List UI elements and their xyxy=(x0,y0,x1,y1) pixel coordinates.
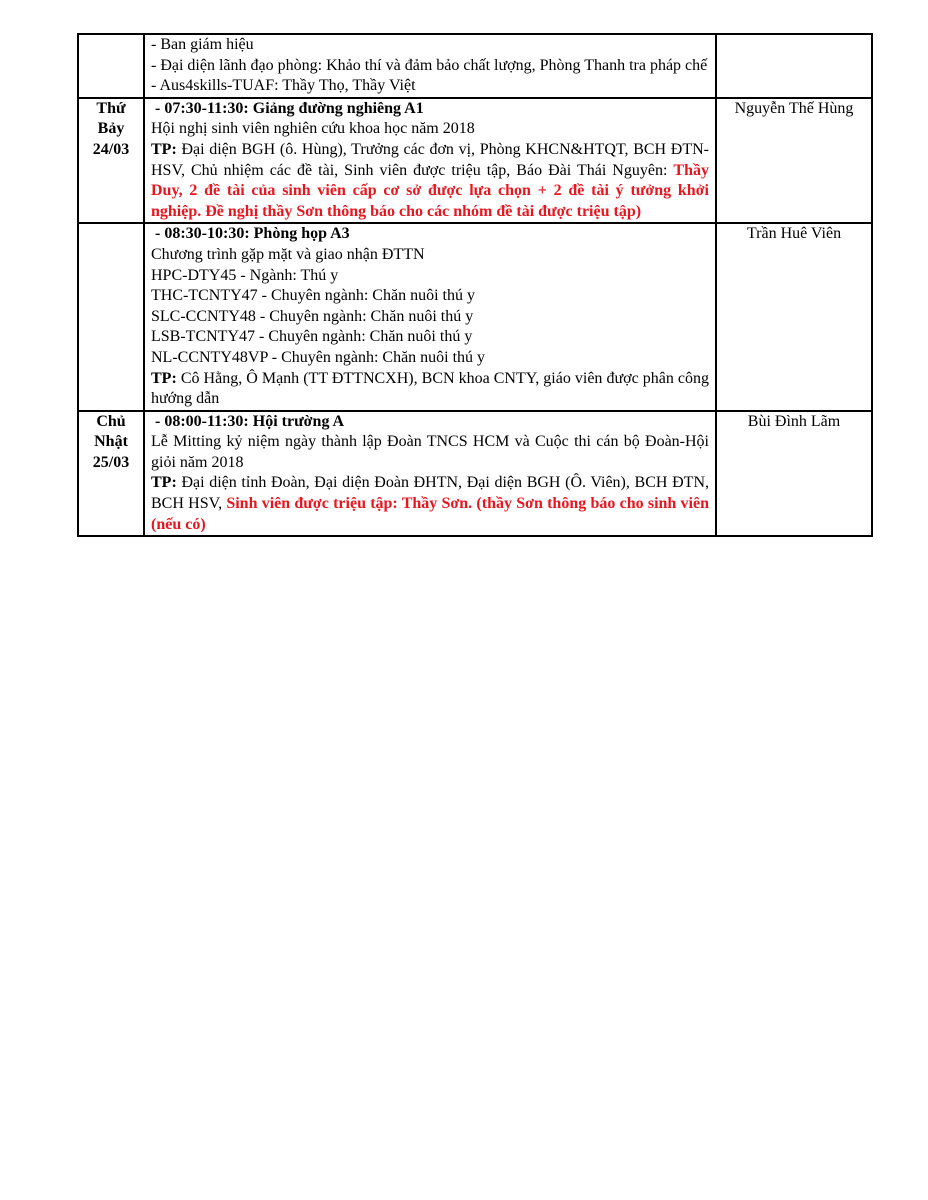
content-cell xyxy=(144,411,716,537)
participants-text: Đại diện tỉnh Đoàn, Đại diện Đoàn ĐHTN, Đại diện BGH (Ô. Viên), BCH ĐTN, BCH HSV, xyxy=(151,474,709,513)
day-cell xyxy=(78,98,144,224)
person-cell: Trần Huê Viên xyxy=(716,223,872,410)
person-cell: Nguyễn Thế Hùng xyxy=(716,98,872,224)
person-cell xyxy=(716,34,872,98)
event-line: HPC-DTY45 - Ngành: Thú y xyxy=(151,266,339,284)
content-cell xyxy=(144,34,716,98)
event-line: THC-TCNTY47 - Chuyên ngành: Chăn nuôi thú y xyxy=(151,287,475,305)
event-heading: - 08:00-11:30: Hội trường A xyxy=(155,412,345,430)
day-name: Nhật xyxy=(94,433,128,451)
day-name: Chủ xyxy=(96,412,126,430)
participants-note: Thầy Duy, 2 đề tài của sinh viên cấp cơ sở được lựa chọn + 2 đề tài ý tưởng khởi nghiệp. Đề nghị thầy Sơn thông báo cho các nhóm đề tài được triệu tập) xyxy=(151,161,709,220)
event-line: Chương trình gặp mặt và giao nhận ĐTTN xyxy=(151,245,425,263)
content-cell xyxy=(144,98,716,224)
day-cell xyxy=(78,34,144,98)
tp-label: TP: xyxy=(151,369,177,387)
participants xyxy=(151,473,709,535)
table-row xyxy=(78,98,872,224)
day-cell xyxy=(78,223,144,410)
table-row xyxy=(78,34,872,98)
event-line: SLC-CCNTY48 - Chuyên ngành: Chăn nuôi thú y xyxy=(151,307,474,325)
participants xyxy=(151,140,709,222)
participants xyxy=(151,369,709,410)
schedule-table xyxy=(77,33,873,537)
table-row xyxy=(78,223,872,410)
event-description: Hội nghị sinh viên nghiên cứu khoa học năm 2018 xyxy=(151,120,475,138)
person-cell: Bùi Đình Lãm xyxy=(716,411,872,537)
participant-line: - Ban giám hiệu xyxy=(151,36,254,53)
day-name: Bảy xyxy=(97,120,125,138)
participant-line: - Aus4skills-TUAF: Thầy Thọ, Thầy Việt xyxy=(151,77,416,95)
day-name: Thứ xyxy=(96,99,126,117)
event-line: LSB-TCNTY47 - Chuyên ngành: Chăn nuôi thú y xyxy=(151,328,473,346)
day-date: 24/03 xyxy=(92,140,130,158)
table-row xyxy=(78,411,872,537)
event-description: Lễ Mitting kỷ niệm ngày thành lập Đoàn TNCS HCM và Cuộc thi cán bộ Đoàn-Hội giỏi năm 2018 xyxy=(151,433,709,471)
participants-text: Đại diện BGH (ô. Hùng), Trưởng các đơn vị, Phòng KHCN&HTQT, BCH ĐTN-HSV, Chủ nhiệm các đề tài, Sinh viên được triệu tập, Báo Đài Thái Nguyên: xyxy=(151,140,709,179)
day-cell xyxy=(78,411,144,537)
event-heading: - 07:30-11:30: Giảng đường nghiêng A1 xyxy=(155,99,424,117)
participants-note: Sinh viên được triệu tập: Thầy Sơn. (thầy Sơn thông báo cho sinh viên (nếu có) xyxy=(151,495,710,533)
event-heading: - 08:30-10:30: Phòng họp A3 xyxy=(155,225,350,243)
event-line: NL-CCNTY48VP - Chuyên ngành: Chăn nuôi thú y xyxy=(151,348,486,366)
tp-label: TP: xyxy=(151,474,177,492)
day-date: 25/03 xyxy=(92,453,130,471)
participants-text: Cô Hằng, Ô Mạnh (TT ĐTTNCXH), BCN khoa CNTY, giáo viên được phân công hướng dẫn xyxy=(151,369,709,408)
content-cell xyxy=(144,223,716,410)
participant-line: - Đại diện lãnh đạo phòng: Khảo thí và đảm bảo chất lượng, Phòng Thanh tra pháp chế xyxy=(151,56,708,74)
tp-label: TP: xyxy=(151,140,177,158)
